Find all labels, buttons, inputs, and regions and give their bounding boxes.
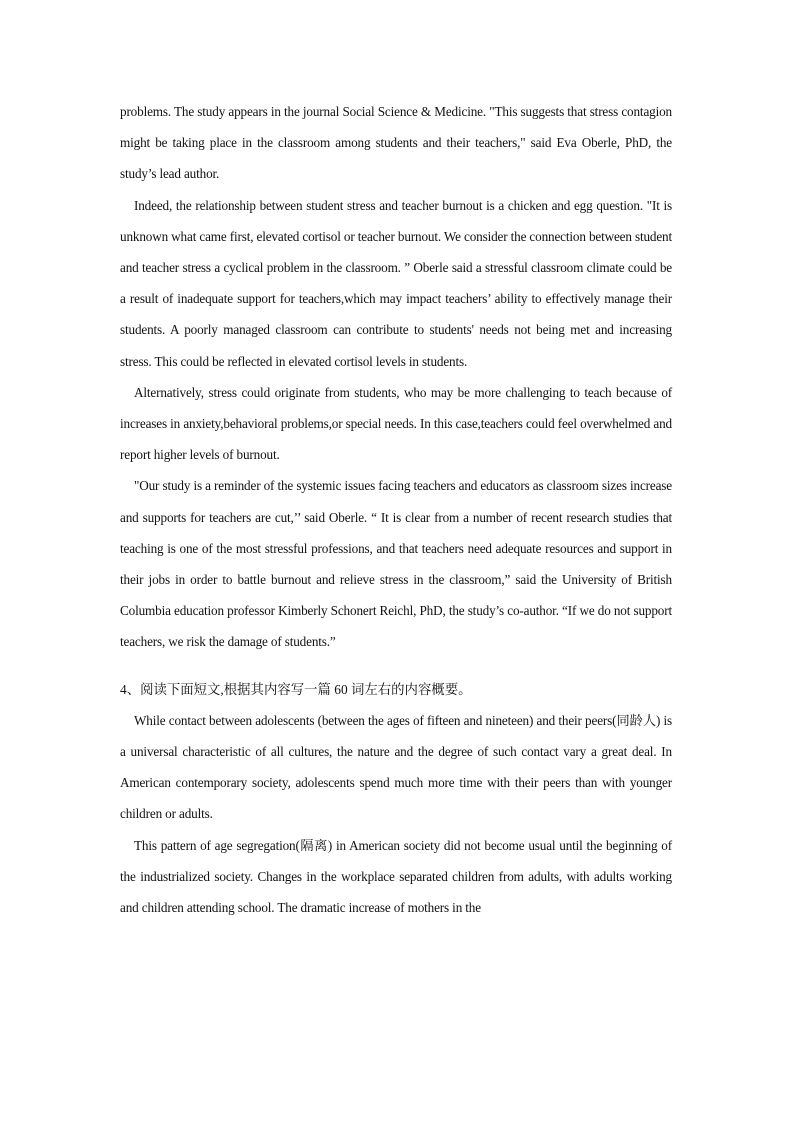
section-gap [120, 658, 672, 674]
passage-paragraph-4: "Our study is a reminder of the systemic issues facing teachers and educators as classroom sizes increase and supports for teachers are cut,’’ said Oberle. “ It is clear from a number of recent research studies that teaching is one of the most stressful professions, and that teachers need adequate resources and support in their jobs in order to battle burnout and relieve stress in the classroom,” said the University of British Columbia education professor Kimberly Schonert Reichl, PhD, the study’s co-author. “If we do not support teachers, we risk the damage of students.” [120, 478, 672, 650]
question-4-paragraph-2: This pattern of age segregation(隔离) in American society did not become usual until the beginning of the industrialized society. Changes in the workplace separated children from adults, with adults working and children attending school. The dramatic increase of mothers in the [120, 837, 672, 916]
passage-paragraph-3: Alternatively, stress could originate from students, who may be more challenging to teach because of increases in anxiety,behavioral problems,or special needs. In this case,teachers could feel overwhelmed and report higher levels of burnout. [120, 384, 672, 463]
question-4-paragraph-1: While contact between adolescents (between the ages of fifteen and nineteen) and their peers(同龄人) is a universal characteristic of all cultures, the nature and the degree of such contact vary a great deal. In American contemporary society, adolescents spend much more time with their peers than with younger children or adults. [120, 712, 672, 822]
passage-paragraph-2: Indeed, the relationship between student stress and teacher burnout is a chicken and egg question. "It is unknown what came first, elevated cortisol or teacher burnout. We consider the connection between student and teacher stress a cyclical problem in the classroom. ” Oberle said a stressful classroom climate could be a result of inadequate support for teachers,which may impact teachers’ ability to effectively manage their students. A poorly managed classroom can contribute to students' needs not being met and increasing stress. This could be reflected in elevated cortisol levels in students. [120, 197, 673, 369]
passage-paragraph-1: problems. The study appears in the journal Social Science & Medicine. "This suggests that stress contagion might be taking place in the classroom among students and their teachers," said Eva Oberle, PhD, the study’s lead author. [120, 104, 672, 182]
document-content [120, 96, 672, 923]
question-4-heading: 4、阅读下面短文,根据其内容写一篇 60 词左右的内容概要。 [120, 681, 472, 697]
